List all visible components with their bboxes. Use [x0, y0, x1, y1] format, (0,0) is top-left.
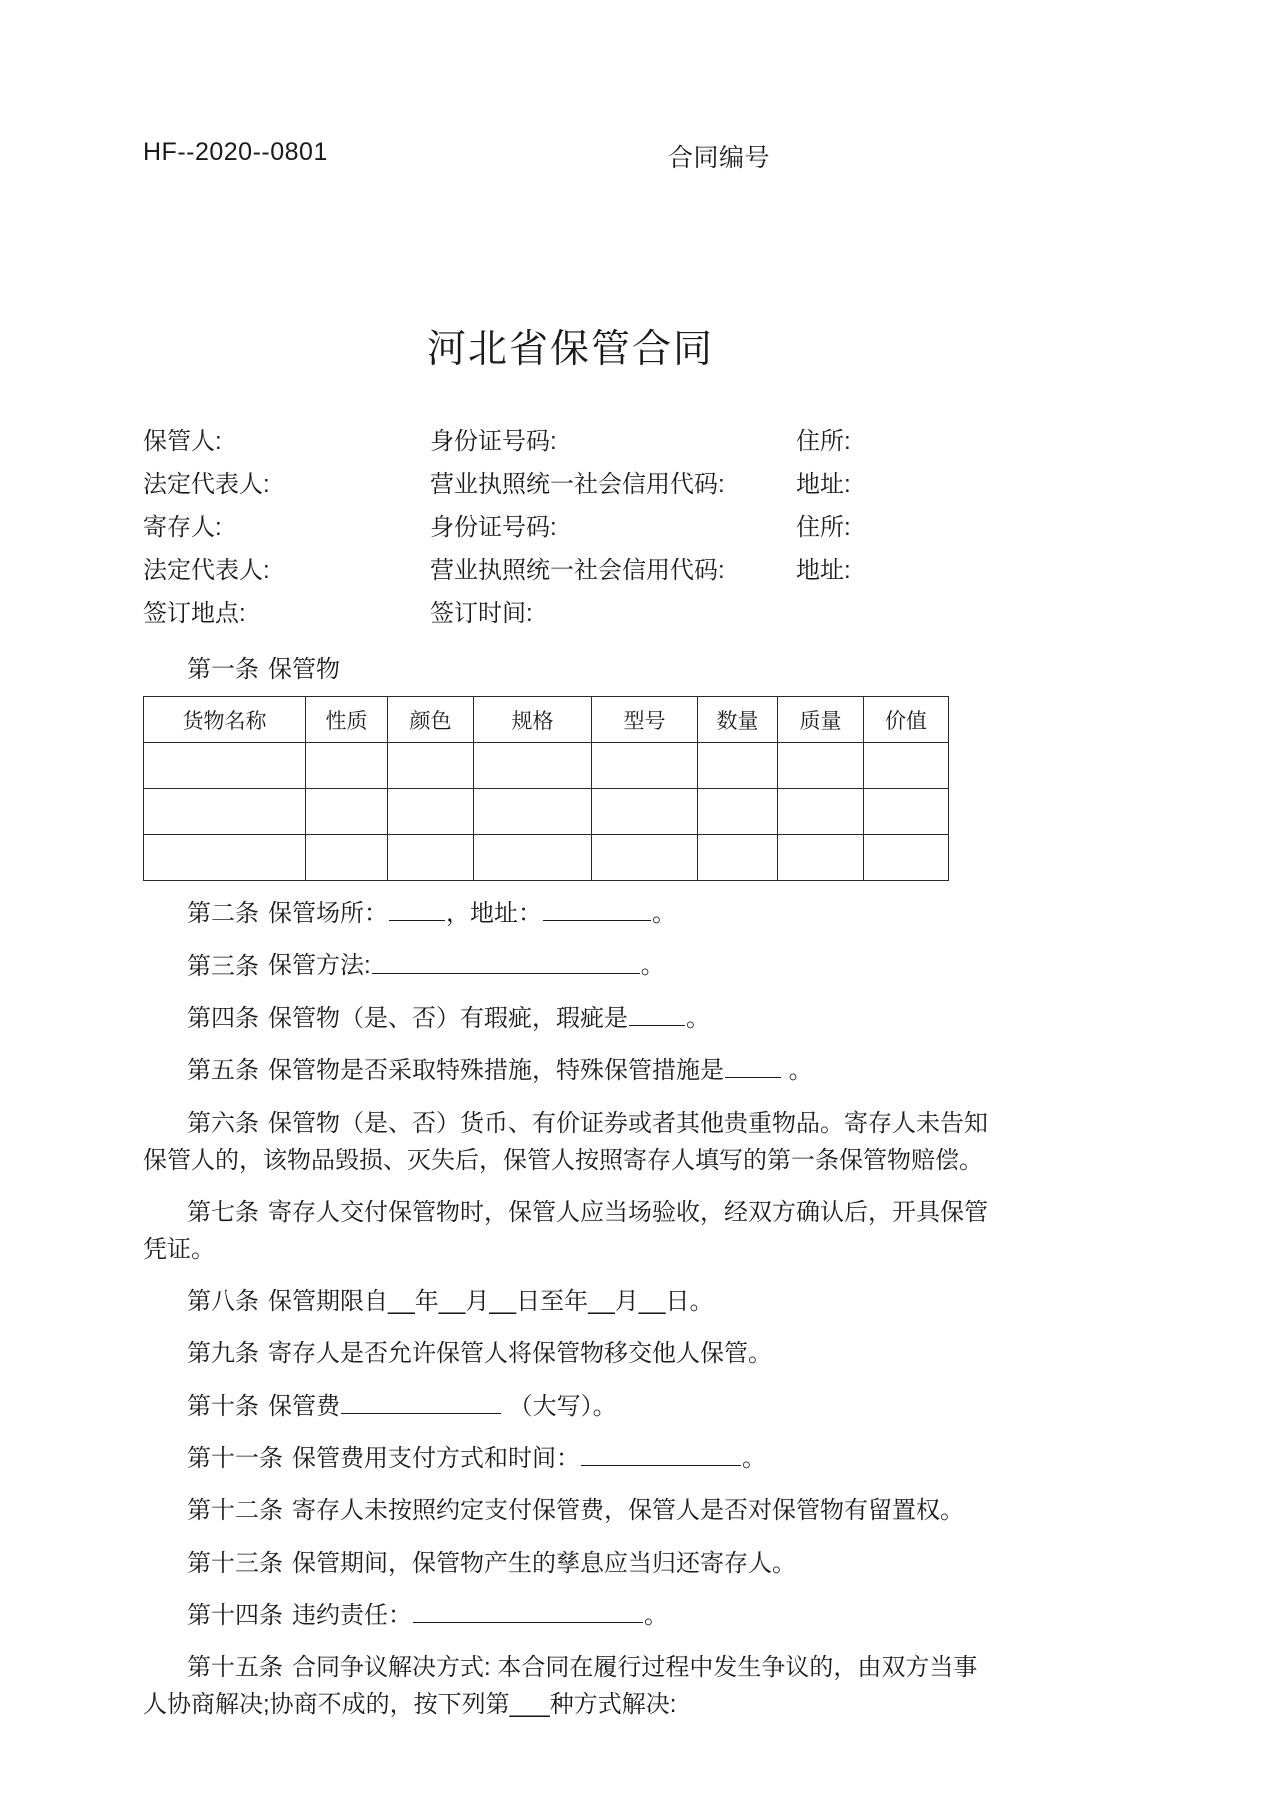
clause-11 [143, 1440, 998, 1477]
article-1-heading [143, 649, 1143, 684]
table-header-cell: 型号 [592, 697, 698, 743]
clause-number: 第六条 [187, 1109, 259, 1137]
table-cell[interactable] [388, 743, 474, 789]
clause-text: 保管物是否采取特殊措施，特殊保管措施是 [268, 1057, 724, 1085]
table-cell[interactable] [144, 743, 306, 789]
clause-4 [143, 1000, 998, 1037]
table-header-cell: 价值 [864, 697, 949, 743]
table-cell[interactable] [474, 789, 592, 835]
party-row [143, 507, 1143, 550]
table-cell[interactable] [698, 835, 778, 881]
blank-field[interactable] [543, 895, 651, 921]
blank-field[interactable] [389, 895, 445, 921]
blank-field[interactable] [341, 1388, 501, 1414]
table-row[interactable] [144, 789, 949, 835]
table-cell[interactable] [306, 835, 388, 881]
party-field-label: 身份证号码: [430, 428, 557, 455]
party-field-label: 保管人: [143, 428, 222, 455]
document-code: HF--2020--0801 [143, 138, 328, 166]
clause-text: 。 [652, 900, 676, 928]
table-cell[interactable] [698, 789, 778, 835]
clause-13 [143, 1545, 998, 1582]
table-cell[interactable] [474, 743, 592, 789]
clause-number: 第二条 [187, 900, 259, 928]
clause-text: 保管费用支付方式和时间： [292, 1445, 580, 1473]
clause-text: 。 [782, 1057, 813, 1085]
party-row [143, 593, 1143, 636]
party-field-label: 签订地点: [143, 600, 246, 627]
clause-number: 第五条 [187, 1057, 259, 1085]
clauses-list [143, 895, 1143, 1724]
clause-text: ，地址： [446, 900, 542, 928]
clause-text: 。 [742, 1445, 766, 1473]
clause-9 [143, 1335, 998, 1372]
clause-number: 第十四条 [187, 1601, 283, 1629]
clause-text: （大写）。 [508, 1392, 617, 1420]
clause-text: 违约责任： [292, 1601, 412, 1629]
clause-text: 保管场所： [268, 900, 388, 928]
table-cell[interactable] [864, 835, 949, 881]
party-row [143, 464, 1143, 507]
table-cell[interactable] [698, 743, 778, 789]
party-field-label: 寄存人: [143, 514, 222, 541]
party-field-label: 地址: [796, 557, 851, 584]
document-header [143, 138, 1143, 198]
clause-text: 寄存人是否允许保管人将保管物移交他人保管。 [268, 1340, 772, 1368]
blank-field[interactable] [372, 947, 640, 973]
party-field-label: 法定代表人: [143, 471, 270, 498]
clause-15 [143, 1649, 998, 1723]
party-field-label: 营业执照统一社会信用代码: [430, 471, 725, 498]
clause-14 [143, 1597, 998, 1634]
table-header-cell: 数量 [698, 697, 778, 743]
party-row [143, 421, 1143, 464]
table-cell[interactable] [388, 835, 474, 881]
table-header-cell: 质量 [778, 697, 864, 743]
table-cell[interactable] [864, 789, 949, 835]
party-field-label: 住所: [796, 514, 851, 541]
clause-text: 。 [686, 1004, 710, 1032]
clause-text: 。 [640, 952, 665, 980]
clause-text: 保管期限自__年__月__日至年__月__日。 [268, 1288, 714, 1316]
table-cell[interactable] [592, 789, 698, 835]
party-field-label: 住所: [796, 428, 851, 455]
table-header-cell: 颜色 [388, 697, 474, 743]
document-content [143, 0, 1143, 1739]
table-header-cell: 性质 [306, 697, 388, 743]
party-field-label: 身份证号码: [430, 514, 557, 541]
page-title: 河北省保管合同 [426, 328, 714, 371]
article-1-text: 保管物 [268, 656, 340, 683]
clause-number: 第九条 [187, 1340, 259, 1368]
table-cell[interactable] [778, 789, 864, 835]
table-cell[interactable] [778, 835, 864, 881]
clause-text: 保管方法: [268, 952, 371, 980]
table-cell[interactable] [388, 789, 474, 835]
clause-number: 第十条 [187, 1392, 259, 1420]
table-cell[interactable] [144, 835, 306, 881]
clause-2 [143, 895, 998, 932]
table-cell[interactable] [592, 835, 698, 881]
clause-10 [143, 1388, 998, 1425]
blank-field[interactable] [725, 1052, 781, 1078]
article-1-number: 第一条 [187, 656, 259, 683]
clause-6 [143, 1105, 998, 1179]
contract-number-label: 合同编号 [668, 144, 771, 172]
party-field-label: 法定代表人: [143, 557, 270, 584]
table-header-cell: 规格 [474, 697, 592, 743]
clause-text: 保管物（是、否）有瑕疵，瑕疵是 [268, 1004, 628, 1032]
table-cell[interactable] [778, 743, 864, 789]
clause-text: 。 [644, 1601, 668, 1629]
clause-5 [143, 1052, 998, 1089]
clause-8 [143, 1283, 998, 1320]
table-header-row [144, 697, 949, 743]
clause-number: 第十二条 [187, 1497, 283, 1525]
clause-text: 保管期间，保管物产生的孳息应当归还寄存人。 [292, 1549, 796, 1577]
clause-12 [143, 1492, 998, 1529]
table-cell[interactable] [306, 789, 388, 835]
party-field-label: 营业执照统一社会信用代码: [430, 557, 725, 584]
clause-number: 第三条 [187, 952, 259, 980]
clause-text: 寄存人未按照约定支付保管费，保管人是否对保管物有留置权。 [292, 1497, 964, 1525]
clause-3 [143, 947, 998, 984]
table-cell[interactable] [864, 743, 949, 789]
party-info-block [143, 421, 1143, 636]
party-field-label: 签订时间: [430, 600, 533, 627]
blank-field[interactable] [629, 1000, 685, 1026]
clause-number: 第十三条 [187, 1549, 283, 1577]
table-cell[interactable] [144, 789, 306, 835]
blank-field[interactable] [581, 1440, 741, 1466]
table-cell[interactable] [306, 743, 388, 789]
clause-text: 寄存人交付保管物时，保管人应当场验收，经双方确认后，开具保管凭证。 [143, 1198, 988, 1264]
party-row [143, 550, 1143, 593]
clause-number: 第四条 [187, 1004, 259, 1032]
table-row[interactable] [144, 743, 949, 789]
blank-field[interactable] [413, 1597, 643, 1623]
table-cell[interactable] [592, 743, 698, 789]
table-header-cell: 货物名称 [144, 697, 306, 743]
clause-text: 保管物（是、否）货币、有价证券或者其他贵重物品。寄存人未告知保管人的，该物品毁损、灭失后，保管人按照寄存人填写的第一条保管物赔偿。 [143, 1109, 988, 1174]
goods-table [143, 696, 949, 881]
clause-text: 保管费 [268, 1392, 340, 1420]
clause-number: 第七条 [187, 1198, 259, 1226]
clause-text: 合同争议解决方式: 本合同在履行过程中发生争议的，由双方当事人协商解决;协商不成的，按下列第___种方式解决: [143, 1654, 978, 1719]
clause-number: 第十一条 [187, 1445, 283, 1473]
party-field-label: 地址: [796, 471, 851, 498]
clause-number: 第十五条 [187, 1654, 283, 1682]
clause-7 [143, 1194, 998, 1268]
clause-number: 第八条 [187, 1288, 259, 1316]
table-row[interactable] [144, 835, 949, 881]
table-cell[interactable] [474, 835, 592, 881]
